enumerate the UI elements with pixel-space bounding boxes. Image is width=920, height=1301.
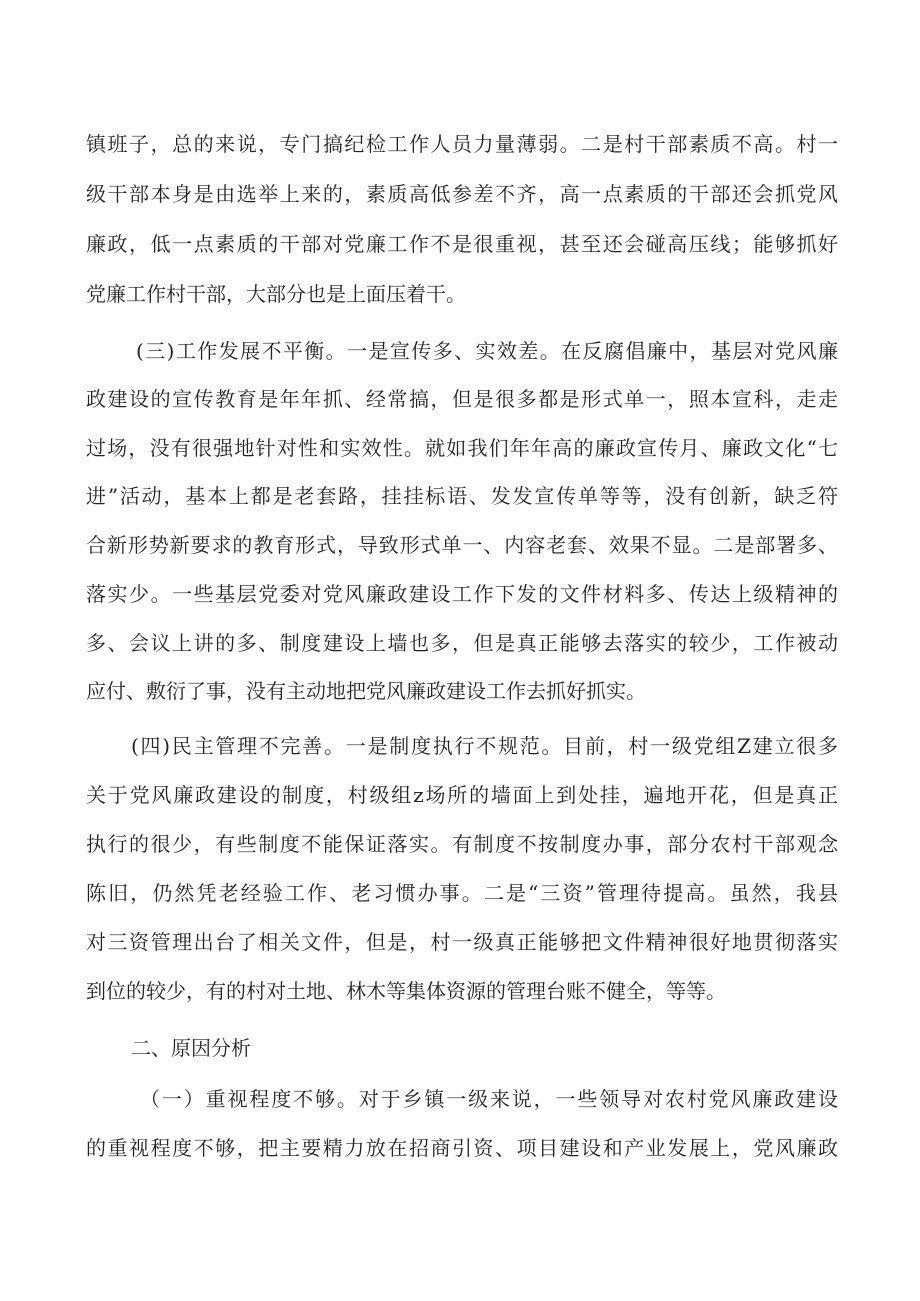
paragraph-line: 到位的较少，有的村对土地、林木等集体资源的管理台账不健全，等等。: [86, 979, 726, 1003]
paragraph-line: （一）重视程度不够。对于乡镇一级来说，一些领导对农村党风廉政建设: [140, 1087, 838, 1111]
paragraph-line: 合新形势新要求的教育形式，导致形式单一、内容老套、效果不显。二是部署多、: [86, 533, 838, 557]
paragraph-line: (四)民主管理不完善。一是制度执行不规范。目前，村一级党组Z建立很多: [131, 734, 838, 758]
paragraph-line: 应付、敷衍了事，没有主动地把党风廉政建设工作去抓好抓实。: [86, 679, 646, 703]
paragraph-line: 过场，没有很强地针对性和实效性。就如我们年年高的廉政宣传月、廉政文化“七: [86, 436, 838, 460]
paragraph-line: 镇班子，总的来说，专门搞纪检工作人员力量薄弱。二是村干部素质不高。村一: [86, 132, 838, 156]
paragraph-line: 进”活动，基本上都是老套路，挂挂标语、发发宣传单等等，没有创新，缺乏符: [86, 484, 838, 508]
paragraph-line: 政建设的宣传教育是年年抓、经常搞，但是很多都是形式单一，照本宣科，走走: [86, 387, 838, 411]
section-heading: 二、原因分析: [131, 1036, 251, 1060]
paragraph-line: 党廉工作村干部，大部分也是上面压着干。: [86, 282, 466, 306]
paragraph-line: 对三资管理出台了相关文件，但是，村一级真正能够把文件精神很好地贯彻落实: [86, 930, 838, 954]
paragraph-line: 关于党风廉政建设的制度，村级组z场所的墙面上到处挂，遍地开花，但是真正: [86, 783, 838, 807]
paragraph-line: 级干部本身是由选举上来的，素质高低参差不齐，高一点素质的干部还会抓党风: [86, 182, 838, 206]
paragraph-line: 的重视程度不够，把主要精力放在招商引资、项目建设和产业发展上，党风廉政: [86, 1136, 838, 1160]
paragraph-line: 多、会议上讲的多、制度建设上墙也多，但是真正能够去落实的较少，工作被动: [86, 631, 838, 655]
paragraph-line: (三)工作发展不平衡。一是宣传多、实效差。在反腐倡廉中，基层对党风廉: [136, 339, 838, 363]
paragraph-line: 陈旧，仍然凭老经验工作、老习惯办事。二是“三资”管理待提高。虽然，我县: [86, 881, 838, 905]
paragraph-line: 廉政，低一点素质的干部对党廉工作不是很重视，甚至还会碰高压线；能够抓好: [86, 232, 838, 256]
paragraph-line: 执行的很少，有些制度不能保证落实。有制度不按制度办事，部分农村干部观念: [86, 832, 838, 856]
paragraph-line: 落实少。一些基层党委对党风廉政建设工作下发的文件材料多、传达上级精神的: [86, 582, 838, 606]
